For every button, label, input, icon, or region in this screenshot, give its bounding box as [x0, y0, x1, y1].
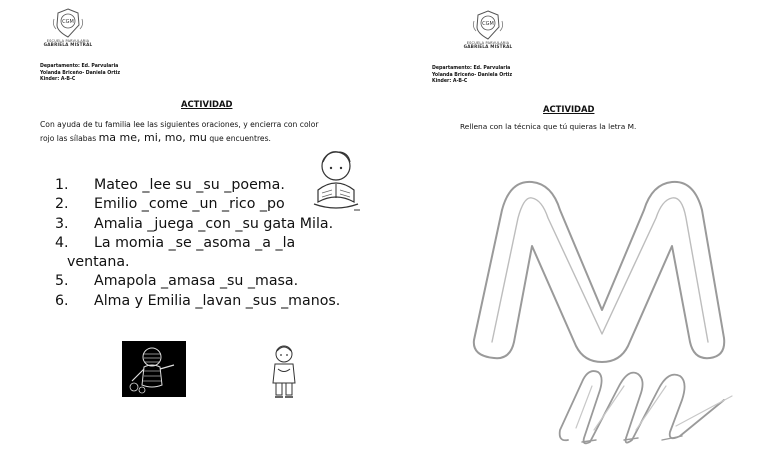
- sentence-text: ventana.: [67, 254, 130, 271]
- sentence-number: 3.: [55, 215, 69, 232]
- sentence-text: Amalia _juega _con _su gata Mila.: [94, 215, 334, 232]
- meta-teachers: Yolanda Briceño- Daniela Ortiz: [432, 71, 513, 78]
- school-name-1: ESCUELA PARVULARIA: [46, 39, 90, 43]
- sentence-text: Mateo _lee su _su _poema.: [94, 177, 285, 193]
- sentence-number: 6.: [55, 292, 69, 309]
- department-info: [432, 65, 512, 85]
- meta-kinder: Kinder: A-B-C: [432, 78, 468, 85]
- instruction-line-1: Con ayuda de tu familia lee las siguientes oraciones, y encierra con color: [40, 120, 319, 129]
- meta-teachers: Yolanda Briceño- Daniela Ortiz: [40, 69, 121, 76]
- sentence-text: Amapola _amasa _su _masa.: [94, 273, 299, 290]
- sentence-number: 1.: [55, 177, 69, 193]
- sentence-item: [55, 215, 340, 234]
- school-logo: [38, 7, 98, 47]
- logo-text: CGM: [62, 19, 74, 25]
- meta-kinder: Kinder: A-B-C: [40, 76, 76, 83]
- school-logo: [458, 9, 518, 49]
- sentence-item: [55, 234, 340, 253]
- sentence-text: Emilio _come _un _rico _po: [94, 196, 285, 213]
- sentence-number: 4.: [55, 234, 69, 251]
- instruction-prefix: rojo las sílabas: [40, 134, 99, 143]
- meta-department: Departamento: Ed. Parvularia: [40, 63, 119, 69]
- mummy-icon: [122, 341, 186, 401]
- sentence-list: [55, 176, 340, 311]
- activity-title: ACTIVIDAD: [181, 99, 233, 109]
- logo-text: CGM: [482, 21, 494, 27]
- sentence-item: [55, 292, 340, 311]
- right-worksheet: [400, 0, 768, 466]
- activity-title: ACTIVIDAD: [543, 104, 595, 114]
- reading-child-icon: [308, 146, 364, 220]
- sentence-number: 5.: [55, 273, 69, 290]
- child-washing-hands-icon: [261, 343, 307, 405]
- sentence-text: La momia _se _asoma _a _la: [94, 234, 296, 251]
- sentence-item: [55, 176, 340, 195]
- sentence-continuation: [55, 253, 340, 272]
- sentence-item: [55, 272, 340, 291]
- instruction-suffix: que encuentres.: [206, 134, 271, 143]
- department-info: [40, 63, 120, 83]
- sentence-number: 2.: [55, 196, 69, 213]
- school-name-2: GABRIELA MISTRAL: [43, 42, 93, 47]
- instructions: [40, 118, 385, 145]
- school-name-2: GABRIELA MISTRAL: [463, 44, 513, 49]
- sentence-item: [55, 195, 340, 214]
- instruction: Rellena con la técnica que tú quieras la letra M.: [460, 122, 637, 131]
- instruction-line-2: [40, 131, 385, 145]
- sentence-text: Alma y Emilia _lavan _sus _manos.: [94, 292, 341, 309]
- school-name-1: ESCUELA PARVULARIA: [466, 41, 510, 45]
- letter-m-uppercase-outline: [432, 150, 752, 454]
- meta-department: Departamento: Ed. Parvularia: [432, 65, 511, 71]
- instruction-syllables: ma me, mi, mo, mu: [98, 131, 207, 144]
